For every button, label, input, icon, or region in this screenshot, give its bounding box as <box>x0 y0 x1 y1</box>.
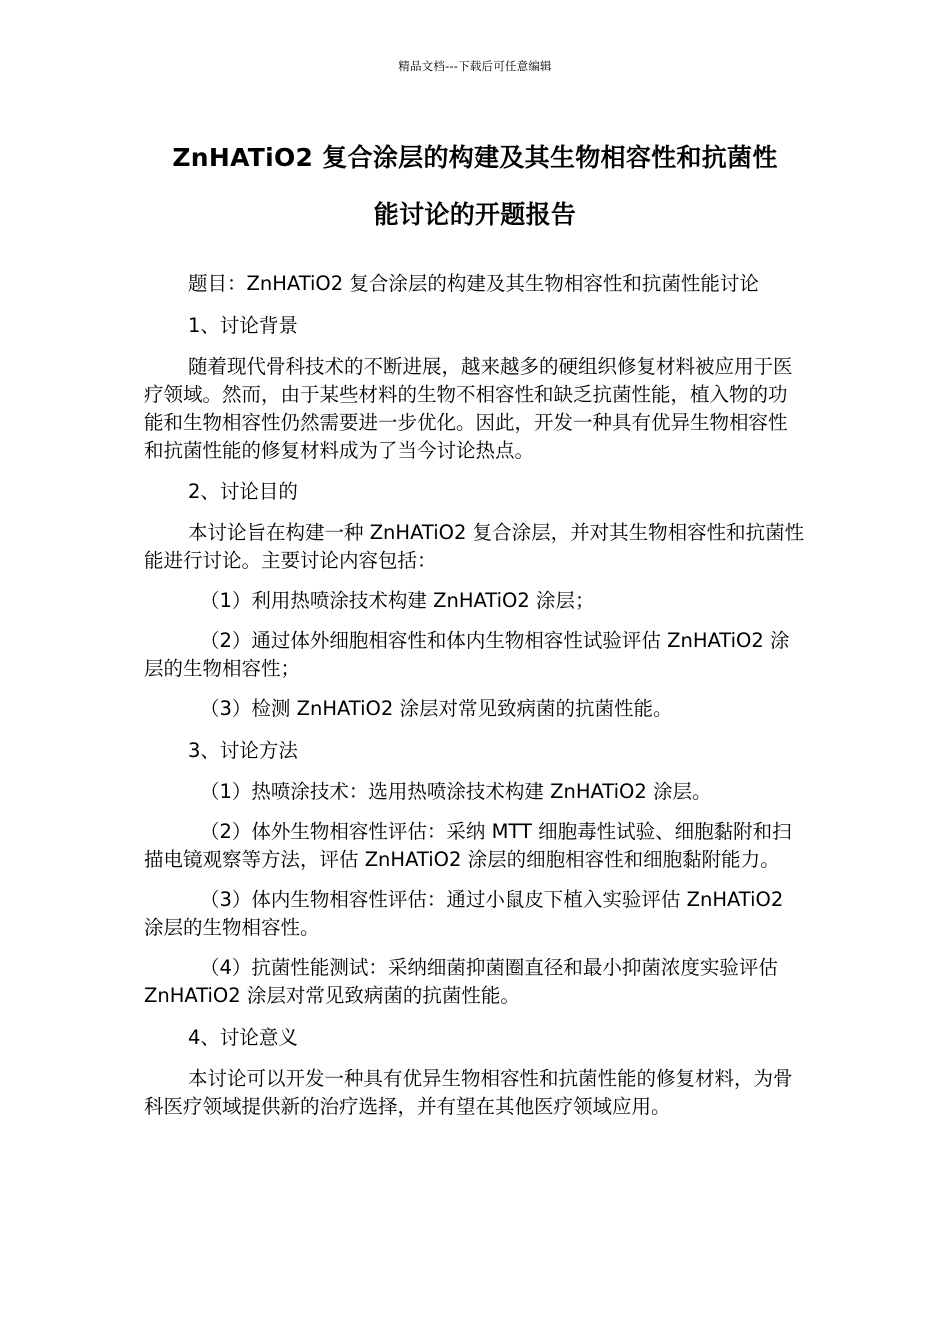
method-item-2: （2）体外生物相容性评估：采纳 MTT 细胞毒性试验、细胞黏附和扫描电镜观察等方法，评估 ZnHATiO2 涂层的细胞相容性和细胞黏附能力。 <box>144 820 792 871</box>
section-heading-purpose: 2、讨论目的 <box>188 480 298 503</box>
method-item-3: （3）体内生物相容性评估：通过小鼠皮下植入实验评估 ZnHATiO2 涂层的生物相容性。 <box>144 888 784 939</box>
section-heading-background: 1、讨论背景 <box>188 314 298 337</box>
purpose-item-2: （2）通过体外细胞相容性和体内生物相容性试验评估 ZnHATiO2 涂层的生物相容性； <box>144 629 790 680</box>
document-title-line-2: 能讨论的开题报告 <box>373 200 577 229</box>
document-body <box>144 270 806 1121</box>
section-heading-significance: 4、讨论意义 <box>188 1026 298 1049</box>
document-title-line-1: ZnHATiO2 复合涂层的构建及其生物相容性和抗菌性 <box>172 143 778 172</box>
significance-paragraph: 本讨论可以开发一种具有优异生物相容性和抗菌性能的修复材料，为骨科医疗领域提供新的治疗选择，并有望在其他医疗领域应用。 <box>144 1067 793 1118</box>
page-header: 精品文档---下载后可任意编辑 <box>398 59 552 73</box>
method-item-4: （4）抗菌性能测试：采纳细菌抑菌圈直径和最小抑菌浓度实验评估 ZnHATiO2 涂层对常见致病菌的抗菌性能。 <box>144 956 778 1007</box>
section-heading-methods: 3、讨论方法 <box>188 739 298 762</box>
subject-line: 题目：ZnHATiO2 复合涂层的构建及其生物相容性和抗菌性能讨论 <box>188 272 759 295</box>
purpose-item-1: （1）利用热喷涂技术构建 ZnHATiO2 涂层； <box>200 589 595 612</box>
method-item-1: （1）热喷涂技术：选用热喷涂技术构建 ZnHATiO2 涂层。 <box>200 780 712 803</box>
background-paragraph: 随着现代骨科技术的不断进展，越来越多的硬组织修复材料被应用于医疗领域。然而，由于某些材料的生物不相容性和缺乏抗菌性能，植入物的功能和生物相容性仍然需要进一步优化。因此，开发一种具有优异生物相容性和抗菌性能的修复材料成为了当今讨论热点。 <box>144 355 793 462</box>
purpose-item-3: （3）检测 ZnHATiO2 涂层对常见致病菌的抗菌性能。 <box>200 697 673 720</box>
purpose-paragraph: 本讨论旨在构建一种 ZnHATiO2 复合涂层，并对其生物相容性和抗菌性能进行讨论。主要讨论内容包括： <box>144 521 805 572</box>
